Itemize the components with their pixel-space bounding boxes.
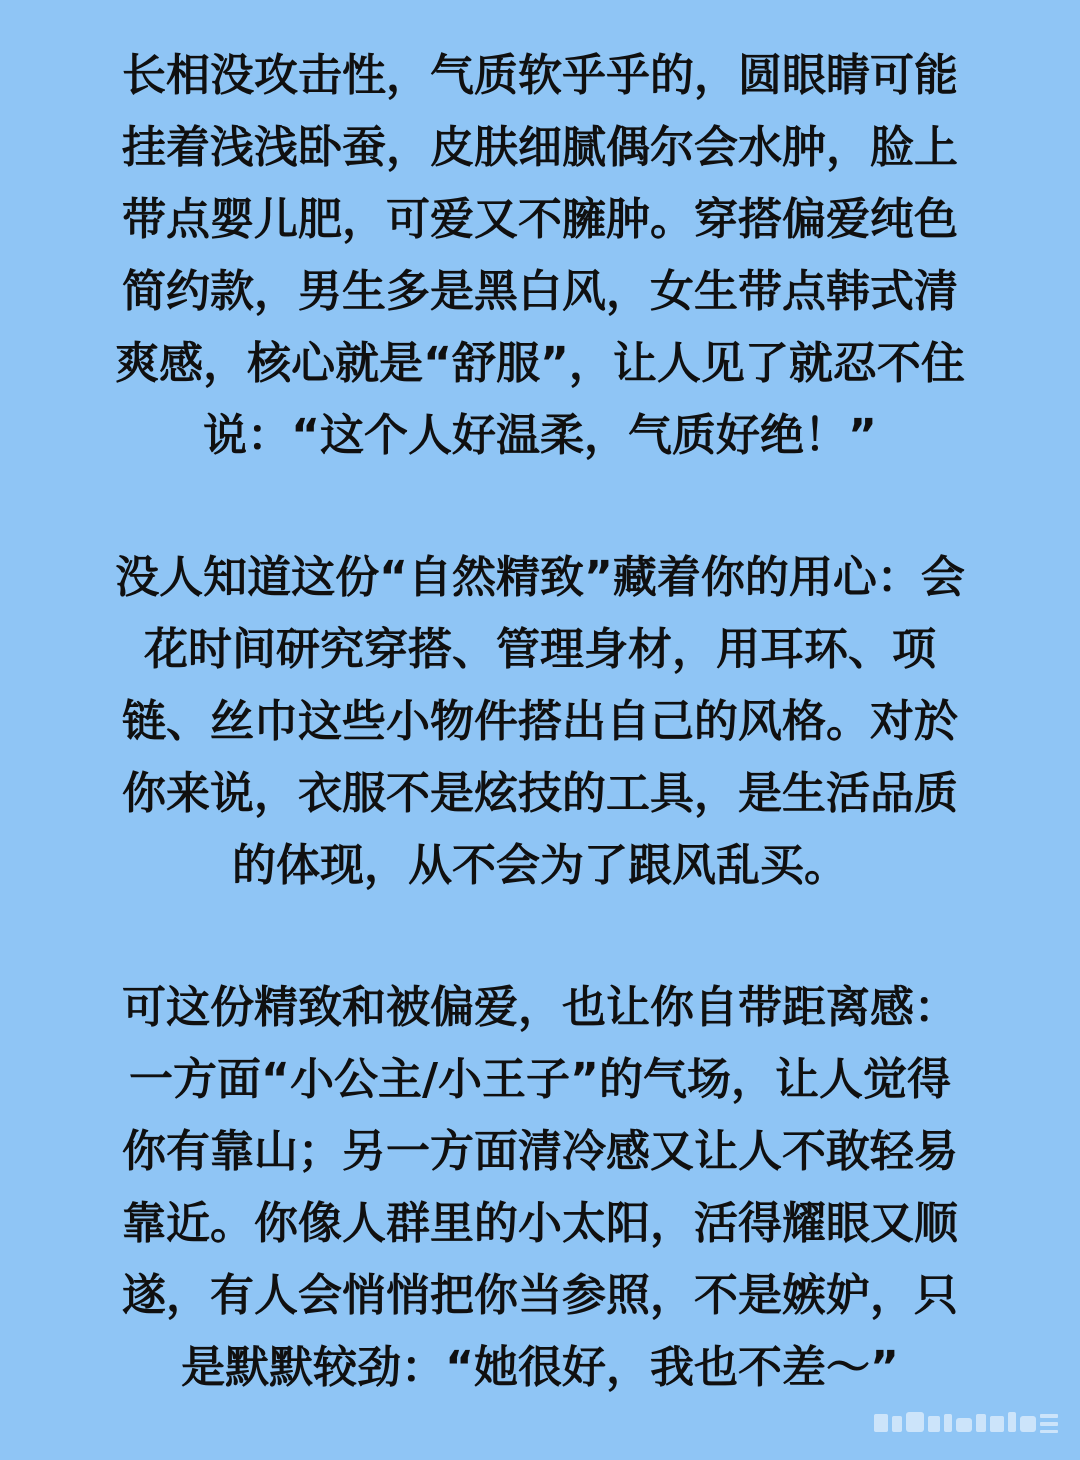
paragraph-3-line-1: 可这份精致和被偏爱，也让你自带距离感： xyxy=(122,982,958,1033)
paragraph-1-line-2: 挂着浅浅卧蚕，皮肤细腻偶尔会水肿，脸上 xyxy=(122,122,958,173)
paragraph-1-line-1: 长相没攻击性，气质软乎乎的，圆眼睛可能 xyxy=(122,50,958,101)
paragraph-3-line-3: 你有靠山；另一方面清冷感又让人不敢轻易 xyxy=(122,1126,958,1177)
paragraph-3-line-5: 遂，有人会悄悄把你当参照，不是嫉妒，只 xyxy=(122,1270,958,1321)
paragraph-2-line-2: 花时间研究穿搭、管理身材，用耳环、项 xyxy=(144,624,936,675)
paragraph-2-line-4: 你来说，衣服不是炫技的工具，是生活品质 xyxy=(122,768,958,819)
paragraph-1-line-3: 带点婴儿肥，可爱又不臃肿。穿搭偏爱纯色 xyxy=(122,194,958,245)
paragraph-2-line-3: 链、丝巾这些小物件搭出自己的风格。对於 xyxy=(122,696,958,747)
paragraph-3-line-2: 一方面“小公主/小王子”的气场，让人觉得 xyxy=(129,1054,951,1105)
paragraph-3-line-6: 是默默较劲：“她很好，我也不差～” xyxy=(181,1342,899,1393)
paragraph-2-line-5: 的体现，从不会为了跟风乱买。 xyxy=(232,840,848,891)
paragraph-3-line-4: 靠近。你像人群里的小太阳，活得耀眼又顺 xyxy=(122,1198,958,1249)
paragraph-1-line-6: 说：“这个人好温柔，气质好绝！” xyxy=(203,410,877,461)
watermark-icon xyxy=(872,1408,1062,1438)
paragraph-1-line-5: 爽感，核心就是“舒服”，让人见了就忍不住 xyxy=(115,338,965,389)
paragraph-2-line-1: 没人知道这份“自然精致”藏着你的用心：会 xyxy=(115,552,965,603)
paragraph-1-line-4: 简约款，男生多是黑白风，女生带点韩式清 xyxy=(122,266,958,317)
